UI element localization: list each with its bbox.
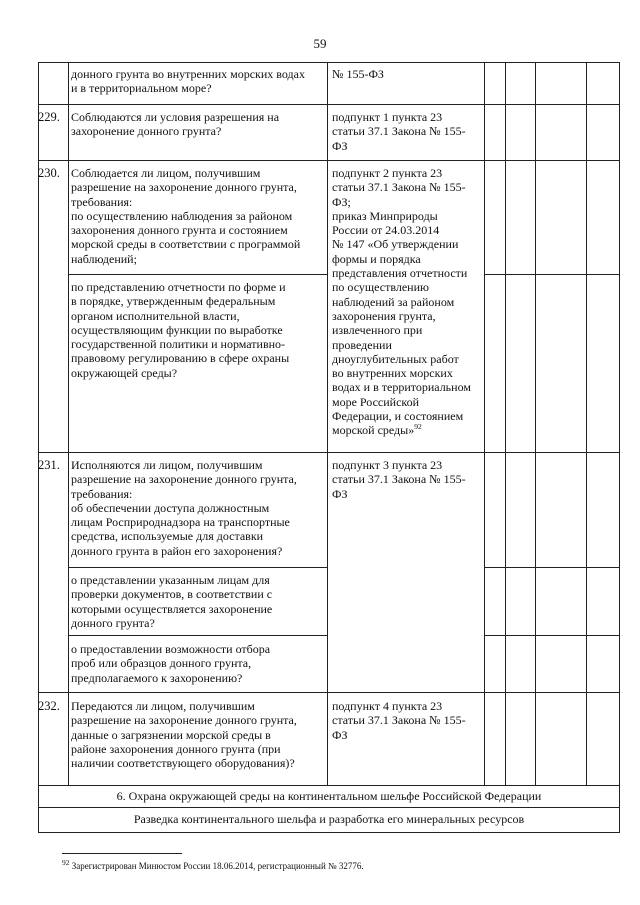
row-line bbox=[68, 635, 328, 636]
row-number-230: 230. bbox=[38, 166, 60, 180]
column-divider-no bbox=[535, 62, 536, 785]
column-divider-na bbox=[586, 62, 587, 785]
row-line bbox=[38, 452, 620, 453]
reference-230: подпункт 2 пункта 23 статьи 37.1 Закона № 155- ФЗ; приказ Минприроды России от 24.03.2014 № 147 «Об утверждении формы и порядка представления отчетности по осуществлению наблюдений за районом захоронения грунта, извлеченного при проведении дноуглубительных работ во внутренних морских водах и в территориальном море Российской Федерации, и состоянием морской среды»$^{92}$ bbox=[332, 166, 471, 438]
row-number-231: 231. bbox=[38, 458, 60, 472]
reference-232: подпункт 4 пункта 23 статьи 37.1 Закона № 155- ФЗ bbox=[332, 699, 466, 742]
table-border-bottom bbox=[38, 832, 620, 833]
reference-229: подпункт 1 пункта 23 статьи 37.1 Закона № 155- ФЗ bbox=[332, 110, 466, 153]
row-line bbox=[38, 692, 620, 693]
column-divider-reference bbox=[484, 62, 485, 785]
row-number-229: 229. bbox=[38, 110, 60, 124]
question-230-observation: Соблюдается ли лицом, получившим разрешение на захоронение донного грунта, требования: по осуществлению наблюдения за районом захоронения донного грунта и состоянием морской среды в соответствии с программой наблюдений; bbox=[71, 166, 301, 266]
row-line bbox=[484, 274, 620, 275]
column-divider-number bbox=[68, 62, 69, 785]
footnote bbox=[62, 858, 364, 872]
question-231-documents: о представлении указанным лицам для проверки документов, в соответствии с которыми осуществляется захоронение донного грунта? bbox=[71, 573, 273, 630]
column-divider-question bbox=[327, 62, 328, 785]
footnote-separator bbox=[62, 853, 182, 854]
row-line bbox=[484, 567, 620, 568]
table-border-top bbox=[38, 62, 620, 63]
subsection-heading: Разведка континентального шельфа и разработка его минеральных ресурсов bbox=[133, 812, 525, 826]
checklist-table bbox=[38, 62, 620, 832]
reference-cont: № 155-ФЗ bbox=[332, 67, 384, 81]
row-line bbox=[38, 807, 620, 808]
page-number: 59 bbox=[313, 36, 327, 51]
row-line bbox=[38, 785, 620, 786]
footnote-marker: 92 bbox=[62, 858, 70, 867]
footnote-text: Зарегистрирован Минюстом России 18.06.2014, регистрационный № 32776. bbox=[69, 861, 364, 871]
row-line bbox=[68, 274, 328, 275]
row-line bbox=[68, 567, 328, 568]
footnote-ref-92[interactable]: 92 bbox=[414, 422, 422, 432]
row-line bbox=[484, 635, 620, 636]
question-232: Передаются ли лицом, получившим разрешение на захоронение донного грунта, данные о загрязнении морской среды в районе захоронения донного грунта (при наличии соответствующего оборудования)? bbox=[71, 699, 297, 771]
question-231-access: Исполняются ли лицом, получившим разрешение на захоронение донного грунта, требования: об обеспечении доступа должностным лицам Росприроднадзора на транспортные средства, используемые для доставки донного грунта в район его захоронения? bbox=[71, 458, 297, 558]
row-number-232: 232. bbox=[38, 699, 60, 713]
table-border-right bbox=[619, 62, 620, 832]
reference-231: подпункт 3 пункта 23 статьи 37.1 Закона № 155- ФЗ bbox=[332, 458, 466, 501]
row-line bbox=[38, 160, 620, 161]
question-229: Соблюдаются ли условия разрешения на захоронение донного грунта? bbox=[71, 110, 280, 139]
row-line bbox=[38, 104, 620, 105]
question-230-reporting: по представлению отчетности по форме и в порядке, утвержденным федеральным органом исполнительной власти, осуществляющим функции по выработке государственной политики и нормативно- правовому регулированию в сфере охраны окружающей среды? bbox=[71, 280, 290, 380]
question-cont: донного грунта во внутренних морских водах и в территориальном море? bbox=[71, 67, 305, 96]
section-heading: 6. Охрана окружающей среды на континентальном шельфе Российской Федерации bbox=[116, 789, 542, 803]
column-divider-yes bbox=[505, 62, 506, 785]
question-231-sampling: о предоставлении возможности отбора проб или образцов донного грунта, предполагаемого к захоронению? bbox=[71, 642, 271, 685]
